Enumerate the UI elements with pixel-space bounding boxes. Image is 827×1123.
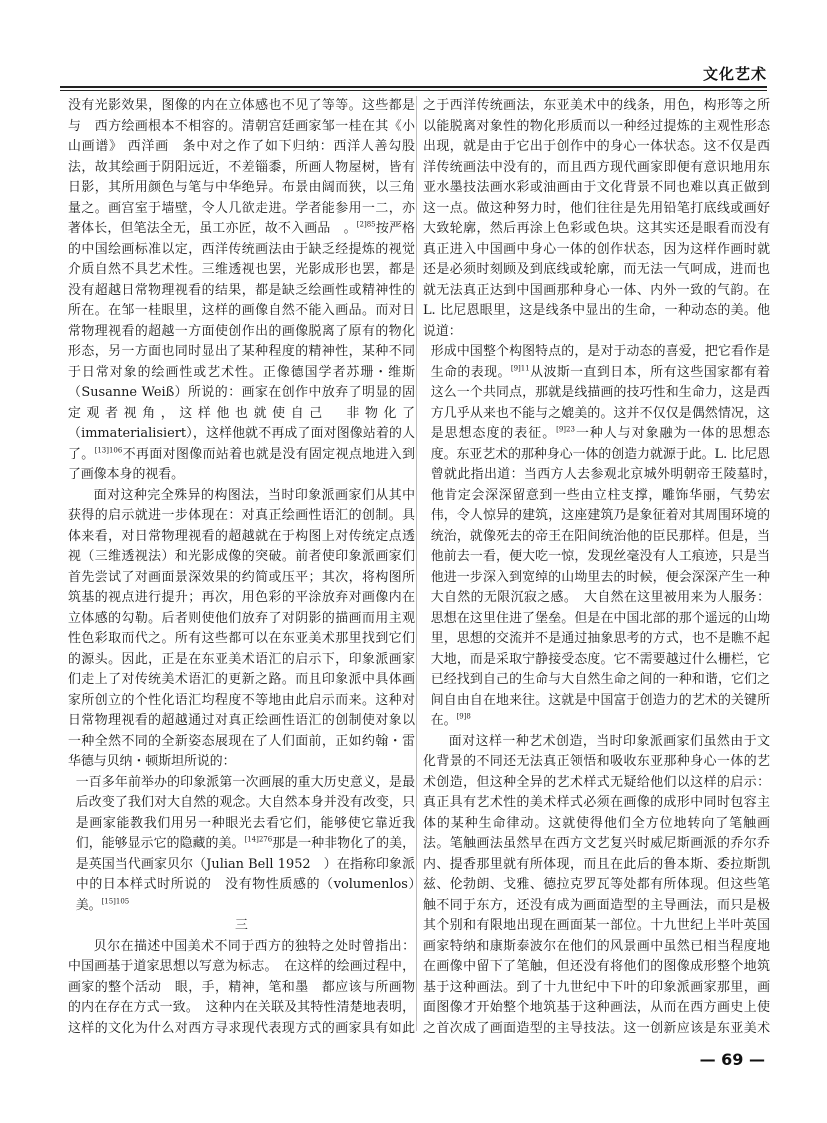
paragraph-text: 不再面对图像而站着也就是没有固定视点地进入到了画像本身的视看。 (68, 446, 415, 482)
header-rule (60, 86, 767, 88)
left-column (68, 96, 415, 1036)
citation: [13]106 (94, 446, 123, 455)
citation: [2]85 (356, 220, 376, 229)
paragraph: 面对这种完全殊异的构图法，当时印象派画家们从其中获得的启示就进一步体现在：对真正绘画性语汇的创制。具体来看，对日常物理视看的超越就在于构图上对传统定点透视（三维透视法）和光影成像的突破。前者使印象派画家们首先尝试了对画面景深效果的约简或压平；其次，将构图所筑基的视点进行提升；再次，用色彩的平涂放弃对画像内在立体感的勾勒。后者则使他们放弃了对阴影的描画而用主观性色彩取而代之。所有这些都可以在东亚美术那里找到它们的源头。因此，正是在东亚美术语汇的启示下，印象派画家们走上了对传统美术语汇的更新之路。而且印象派中具体画家所创立的个性化语汇均程度不等地由此启示而来。这种对日常物理视看的超越通过对真正绘画性语汇的创制使对象以一种全然不同的全新姿态展现在了人们面前，正如约翰・雷华德与贝纳・顿斯坦所说的： (68, 487, 415, 769)
paragraph-text: 按严格的中国绘画标准以定，西洋传统画法由于缺乏经提炼的视觉介质自然不具艺术性。三维透视也罢，光影成形也罢，都是没有超越日常物理视看的结果，都是缺乏绘画性或精神性的所在。在邹一桂眼里，这样的画像自然不能入画品。而对日常物理视看的超越一方面使创作出的画像脱离了原有的物化形态，另一方面也同时显出了某种程度的精神性，某种不同于日常对象的绘画性或艺术性。正像德国学者苏珊・维斯（Susanne Weiß）所说的：画家在创作中放弃了明显的固定观者视角，这样他也就使自己 非物化了 （immaterialisiert），这样他就不再成了面对图像站着的人了。 (68, 221, 415, 462)
header-rule-thin (60, 90, 767, 91)
paragraph-text: 从波斯一直到日本，所有这些国家都有着这么一个共同点，那就是线描画的技巧性和生命力，这是西方几乎从来也不能与之媲美的。这并不仅仅是偶然情况，这是思想态度的表征。 (430, 364, 770, 441)
block-quote (423, 342, 770, 732)
paragraph: 之于西洋传统画法，东亚美术中的线条，用色，构形等之所以能脱离对象性的物化形质而以一种经过提炼的主观性形态出现，就是由于它出于创作中的身心一体状态。这不仅是西洋传统画法中没有的，而且西方现代画家即便有意识地用东亚水墨技法画水彩或油画由于文化背景不同也难以真正做到这一点。做这种努力时，他们往往是先用铅笔打底线或画好大致轮廓，然后再涂上色彩或色块。这其实还是眼看而没有真正进入中国画中身心一体的创作状态，因为这样作画时就还是必须时刻顾及到底线或轮廓，而无法一气呵成，进而也就无法真正达到中国画那种身心一体、内外一致的气韵。在 L. 比尼恩眼里，这是线条中显出的生命，一种动态的美。他说道： (423, 98, 770, 339)
citation: [9]11 (510, 364, 530, 373)
paragraph-text: 没有光影效果，图像的内在立体感也不见了等等。这些都是与 西方绘画根本不相容的。清朝宫廷画家邹一桂在其《小山画谱》 西洋画 条中对之作了如下归纳：西洋人善勾股法，故其绘画于阴阳远近，不差锱黍，所画人物屋树，皆有日影，其所用颜色与笔与中华绝异。布景由阔而狭，以三角量之。画宫室于墙壁，令人几欲走进。学者能参用一二，亦著体长，但笔法全无，虽工亦匠，故不入画品 。 (68, 98, 415, 236)
block-quote (68, 773, 415, 917)
citation: [9]23 (556, 425, 575, 434)
section-heading: 三 (235, 918, 248, 933)
column-divider (416, 96, 417, 1031)
paragraph (68, 937, 415, 1037)
paragraph-text: 那是一种非物化了的美，是英国当代画家贝尔（Julian Bell 1952 ）在指称印象派中的日本样式时所说的 没有物性质感的（volumenlos） 美。 (75, 836, 415, 913)
paragraph: 面对这样一种艺术创造，当时印象派画家们虽然由于文化背景的不同还无法真正领悟和吸收东亚那种身心一体的艺术创造，但这种全异的艺术样式无疑给他们以这样的启示：真正具有艺术性的美术样式必须在画像的成形中同时包容主体的某种生命律动。这就使得他们全方位地转向了笔触画法。笔触画法虽然早在西方文艺复兴时威尼斯画派的乔尔乔内、提香那里就有所体现，而且在此后的鲁本斯、委拉斯凯兹、伦勃朗、戈雅、德拉克罗瓦等处都有所体现。但这些笔触不同于东方，还没有成为画面造型的主导画法，而只是极其个别和有限地出现在画面某一部位。十九世纪上半叶英国画家特纳和康斯泰波尔在他们的风景画中虽然已相当程度地在画像中留下了笔触，但还没有将他们的图像成形整个地筑基于这种画法。到了十九世纪中下叶的印象派画家那里，画面图像才开始整个地筑基于这种画法，从而在西方画史上使之首次成了画面造型的主导技法。这一创新应该是东亚美术 (423, 733, 770, 1036)
page-header-title: 文化艺术 (702, 65, 767, 83)
quote-text: 形成中国整个构图特点的，是对于动态的喜爱，把它看作是生命的表现。 (430, 344, 770, 380)
citation: [9]8 (456, 712, 471, 721)
right-column (423, 96, 770, 1036)
citation: [14]276 (244, 835, 273, 844)
citation: [15]105 (101, 897, 130, 906)
paragraph-text: 贝尔在描述中国美术不同于西方的独特之处时曾指出：中国画基于道家思想以写意为标志。 在这样的绘画过程中，画家的整个活动 眼，手，精神，笔和墨 都应该与所画物的内在存在方式一致。 这种内在关联及其特性清楚地表明，这样的文化为什么对西方寻求现代表现方式的画家具有如此 (68, 938, 415, 1036)
paragraph (68, 96, 415, 486)
quote-text: 一百多年前举办的印象派第一次画展的重大历史意义，是最后改变了我们对大自然的观念。大自然本身并没有改变，只是画家能教我们用另一种眼光去看它们，能够使它靠近我们，能够显示它的隐藏的美。 (75, 774, 415, 851)
paragraph-text: 一种人与对象融为一体的思想态度。东亚艺术的那种身心一体的创造力就源于此。L. 比尼恩曾就此指出道：当西方人去参观北京城外明朝帝王陵墓时， 他肯定会深深留意到一些由立柱支撑，雕饰华丽，气势宏伟，令人惊异的建筑，这座建筑乃是象征着对其周围环境的统治，就像死去的帝王在阳间统治他的臣民那样。但是，当他前去一看，便大吃一惊，发现丝毫没有人工痕迹，只是当他进一步深入到宽绰的山坳里去的时候，便会深深产生一种大自然的无限沉寂之感。 大自然在这里被用来为人服务：思想在这里住进了堡垒。但是在中国北部的那个遥远的山坳里，思想的交流并不是通过抽象思考的方式，也不是瞧不起大地，而是采取宁静接受态度。它不需要越过什么栅栏，它已经找到自己的生命与大自然生命之间的一种和谐，它们之间自由自在地来往。这就是中国富于创造力的艺术的关键所在。 (430, 426, 770, 728)
page-number: — 69 — (699, 1050, 765, 1069)
